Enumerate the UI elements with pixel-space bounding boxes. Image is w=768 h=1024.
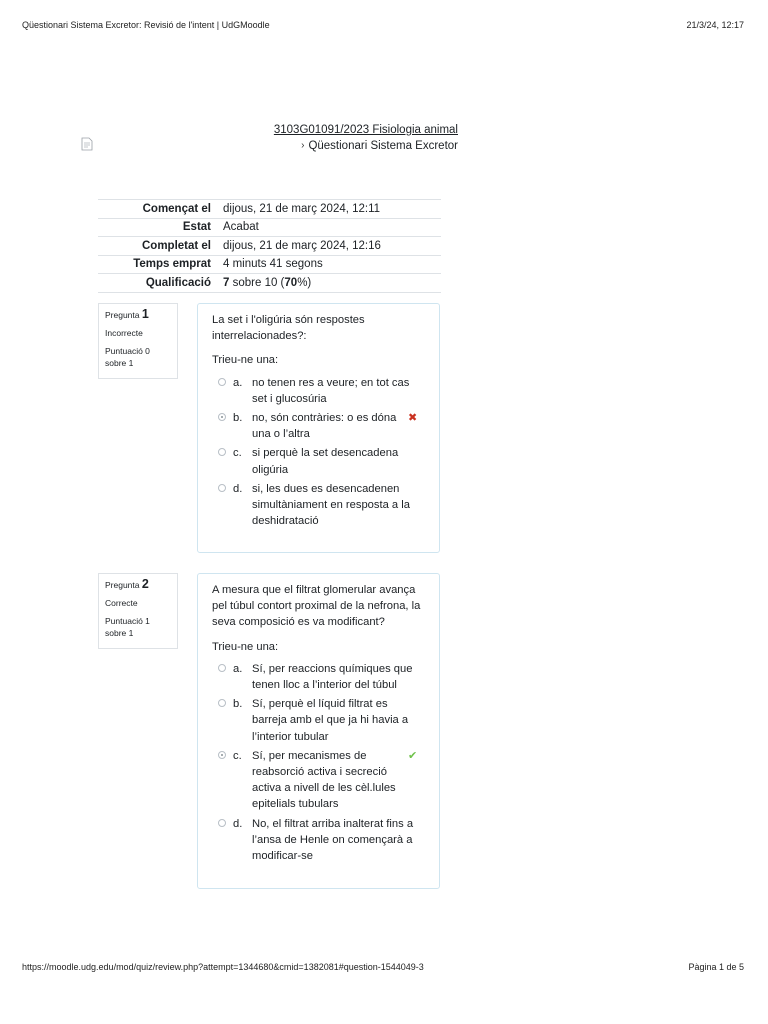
question-content	[197, 303, 440, 553]
document-icon	[81, 137, 93, 151]
question-number	[105, 308, 171, 321]
summary-row	[98, 218, 441, 237]
grade-score: 7	[223, 276, 230, 289]
question-grade: Puntuació 1 sobre 1	[105, 616, 150, 638]
answer-option	[212, 445, 425, 477]
answer-text: no, són contràries: o es dóna una o l’altra	[252, 412, 397, 441]
answer-text: no tenen res a veure; en tot cas set i glucosúria	[252, 376, 410, 405]
summary-value: Acabat	[219, 218, 441, 237]
question-state: Correcte	[105, 598, 138, 608]
question-grade: Puntuació 0 sobre 1	[105, 346, 150, 368]
answer-prompt: Trieu-ne una:	[212, 354, 279, 367]
course-link[interactable]: 3103G01091/2023 Fisiologia animal	[273, 124, 458, 136]
page-number: Pàgina 1 de 5	[688, 962, 744, 972]
answer-option	[212, 661, 425, 693]
summary-row	[98, 237, 441, 256]
summary-label: Temps emprat	[98, 255, 219, 274]
summary-label: Completat el	[98, 237, 219, 256]
question-number-value: 2	[141, 577, 149, 591]
print-datetime: 21/3/24, 12:17	[686, 20, 744, 30]
attempt-summary-table	[98, 199, 441, 293]
summary-label: Començat el	[98, 200, 219, 219]
question-content	[197, 573, 440, 889]
summary-label: Estat	[98, 218, 219, 237]
answer-letter: b.	[233, 698, 243, 711]
check-icon: ✔	[408, 749, 418, 762]
cross-icon: ✖	[408, 412, 418, 425]
question-text: La set i l'oligúria són respostes interrelacionades?:	[212, 314, 365, 343]
answer-option	[212, 748, 425, 813]
summary-value: 4 minuts 41 segons	[219, 255, 441, 274]
radio-button-selected[interactable]	[218, 413, 226, 421]
summary-row	[98, 274, 441, 293]
print-footer	[22, 962, 744, 972]
print-header	[22, 20, 744, 30]
answer-option	[212, 816, 425, 865]
radio-button-selected[interactable]	[218, 751, 226, 759]
question-number-value: 1	[141, 307, 149, 321]
grade-value	[219, 274, 441, 293]
answer-text: si perquè la set desencadena oligúria	[252, 447, 399, 476]
answer-option	[212, 410, 425, 442]
radio-button[interactable]	[218, 378, 226, 386]
question-state: Incorrecte	[105, 328, 143, 338]
answer-letter: c.	[233, 749, 242, 762]
summary-row	[98, 200, 441, 219]
question-info	[98, 573, 178, 649]
grade-end: %)	[297, 276, 312, 289]
radio-button[interactable]	[218, 819, 226, 827]
page-url: https://moodle.udg.edu/mod/quiz/review.php?attempt=1344680&cmid=1382081#question-1544049-3	[22, 962, 424, 972]
answer-text: Sí, perquè el líquid filtrat es barreja amb el que ja hi havia a l’interior tubular	[252, 698, 409, 743]
summary-row	[98, 255, 441, 274]
answer-letter: a.	[233, 662, 243, 675]
grade-middle: sobre 10 (	[229, 276, 285, 289]
question-info	[98, 303, 178, 379]
answer-letter: c.	[233, 447, 242, 460]
summary-value: dijous, 21 de març 2024, 12:11	[219, 200, 441, 219]
chevron-right-icon: ›	[301, 140, 305, 151]
answer-text: si, les dues es desencadenen simultàniament en resposta a la deshidratació	[252, 482, 410, 528]
answer-letter: d.	[233, 482, 243, 495]
answer-letter: b.	[233, 412, 243, 425]
answer-option	[212, 696, 425, 745]
radio-button[interactable]	[218, 484, 226, 492]
answer-option	[212, 481, 425, 530]
question-text: A mesura que el filtrat glomerular avança pel túbul contort proximal de la nefrona, la seva composició es va modificant?	[212, 584, 421, 629]
answer-option	[212, 375, 425, 407]
question-label: Pregunta	[105, 310, 140, 320]
question-label: Pregunta	[105, 580, 140, 590]
page-title: Qüestionari Sistema Excretor: Revisió de l'intent | UdGMoodle	[22, 20, 270, 30]
question-number	[105, 578, 171, 591]
answer-text: No, el filtrat arriba inalterat fins a l’ansa de Henle on començarà a modificar-se	[252, 817, 414, 863]
radio-button[interactable]	[218, 699, 226, 707]
summary-label: Qualificació	[98, 274, 219, 293]
radio-button[interactable]	[218, 664, 226, 672]
grade-percent: 70	[284, 276, 298, 289]
answer-prompt: Trieu-ne una:	[212, 640, 279, 653]
answer-letter: a.	[233, 376, 243, 389]
answer-text: Sí, per mecanismes de reabsorció activa i secreció activa a nivell de les cèl.lules epitelials tubulars	[252, 749, 396, 811]
answer-text: Sí, per reaccions químiques que tenen lloc a l’interior del túbul	[252, 662, 413, 692]
quiz-link[interactable]: Qüestionari Sistema Excretor	[308, 140, 458, 152]
radio-button[interactable]	[218, 448, 226, 456]
answer-letter: d.	[233, 817, 243, 830]
breadcrumb	[200, 122, 458, 154]
summary-value: dijous, 21 de març 2024, 12:16	[219, 237, 441, 256]
